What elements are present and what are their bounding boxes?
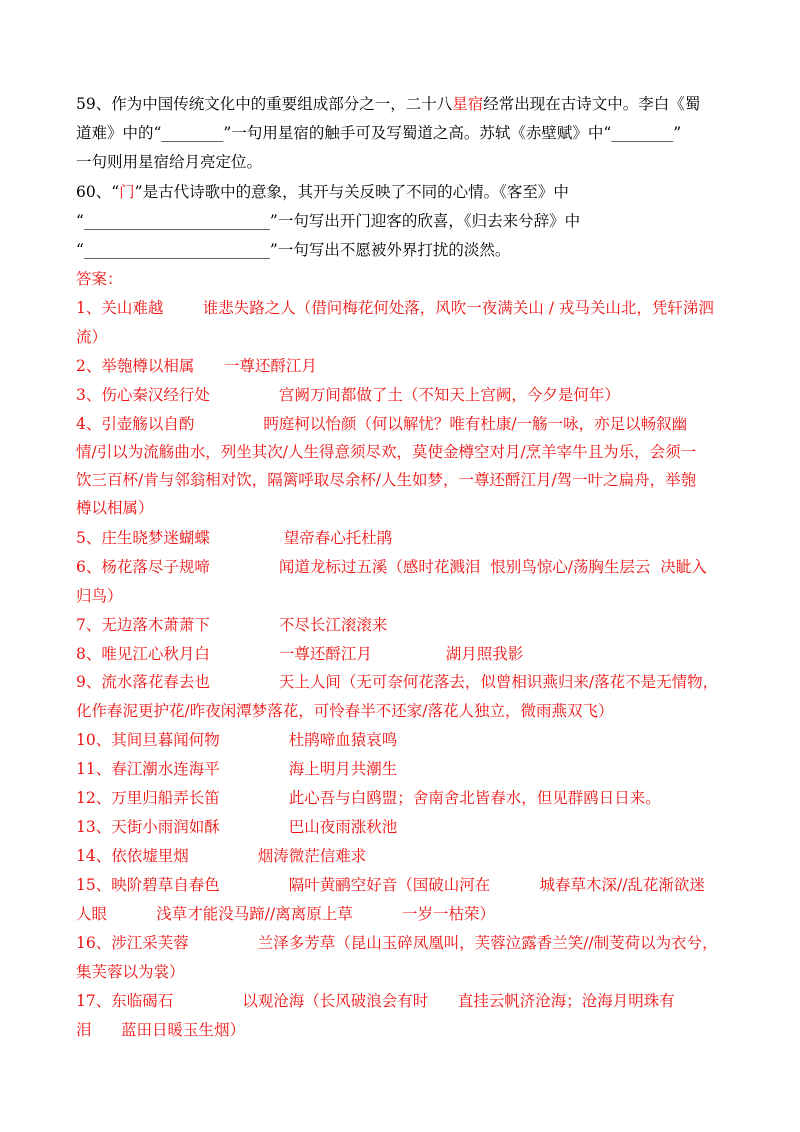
answer-line: 8、唯见江心秋月白 一尊还酹江月 湖月照我影 [76,645,524,663]
answer-line: 9、流水落花春去也 天上人间（无可奈何花落去，似曾相识燕归来/落花不是无情物， [76,673,719,691]
answer-line: 5、庄生晓梦迷蝴蝶 望帝春心托杜鹃 [76,529,393,547]
answer-line: 2、举匏樽以相属 一尊还酹江月 [76,357,317,375]
q59-line-2: 道难》中的“________”一句用星宿的触手可及写蜀道之高。苏轼《赤壁赋》中“________” [76,124,682,142]
q59-text-a: 59、作为中国传统文化中的重要组成部分之一，二十八 [76,95,453,113]
q59-text-b: 经常出现在古诗文中。李白《蜀 [483,95,701,113]
q60-line-1 [76,182,569,202]
answer-line: 14、依依墟里烟 烟涛微茫信难求 [76,847,367,865]
q60-line-3: “________________________”一句写出不愿被外界打扰的淡然。 [76,241,511,259]
answer-line: 6、杨花落尽子规啼 闻道龙标过五溪（感时花溅泪 恨别鸟惊心/荡胸生层云 决眦入 [76,558,707,576]
q59-highlight: 星宿 [452,95,484,113]
answer-line: 1、关山难越 谁悲失路之人（借问梅花何处落，风吹一夜满关山 / 戎马关山北，凭轩涕泗 [76,299,714,317]
q59-line-3: 一句则用星宿给月亮定位。 [76,153,263,171]
answer-line: 情/引以为流觞曲水，列坐其次/人生得意须尽欢，莫使金樽空对月/烹羊宰牛且为乐，会须一 [76,443,697,461]
answer-line: 11、春江潮水连海平 海上明月共潮生 [76,760,398,778]
answer-line: 17、东临碣石 以观沧海（长风破浪会有时 直挂云帆济沧海；沧海月明珠有 [76,992,675,1010]
q59-line-1 [76,94,700,114]
answer-line: 15、映阶碧草自春色 隔叶黄鹂空好音（国破山河在 城春草木深//乱花渐欲迷 [76,876,705,894]
answer-line: 归鸟） [76,587,123,605]
q60-highlight: 门 [119,183,135,201]
answer-line: 12、万里归船弄长笛 此心吾与白鸥盟；舍南舍北皆春水，但见群鸥日日来。 [76,789,661,807]
answer-line: 集芙蓉以为裳） [76,963,185,981]
answer-line: 樽以相属） [76,499,154,517]
answer-line: 4、引壶觞以自酌 眄庭柯以怡颜（何以解忧？唯有杜康/一觞一咏，亦足以畅叙幽 [76,415,688,433]
q60-text-b: ”是古代诗歌中的意象，其开与关反映了不同的心情。《客至》中 [134,183,569,201]
answer-line: 3、伤心秦汉经行处 宫阙万间都做了土（不知天上宫阙，今夕是何年） [76,386,620,404]
answer-line: 16、涉江采芙蓉 兰泽多芳草（昆山玉碎凤凰叫，芙蓉泣露香兰笑//制芰荷以为衣兮， [76,934,718,952]
answer-line: 7、无边落木萧萧下 不尽长江滚滚来 [76,616,388,634]
answer-line: 13、天街小雨润如酥 巴山夜雨涨秋池 [76,818,398,836]
answer-line: 泪 蓝田日暖玉生烟） [76,1021,246,1039]
answer-line: 流） [76,328,108,346]
answer-line: 人眼 浅草才能没马蹄//离离原上草 一岁一枯荣） [76,905,495,923]
answer-line: 饮三百杯/肯与邻翁相对饮，隔篱呼取尽余杯/人生如梦，一尊还酹江月/驾一叶之扁舟，举匏 [76,471,697,489]
answer-line: 10、其间旦暮闻何物 杜鹃啼血猿哀鸣 [76,731,398,749]
q60-text-a: 60、“ [76,183,120,201]
answer-line: 化作春泥更护花/昨夜闲潭梦落花，可怜春半不还家/落花人独立，微雨燕双飞） [76,702,614,720]
answers-heading: 答案： [76,270,123,288]
q60-line-2: “________________________”一句写出开门迎客的欣喜，《归去来兮辞》中 [76,212,581,230]
